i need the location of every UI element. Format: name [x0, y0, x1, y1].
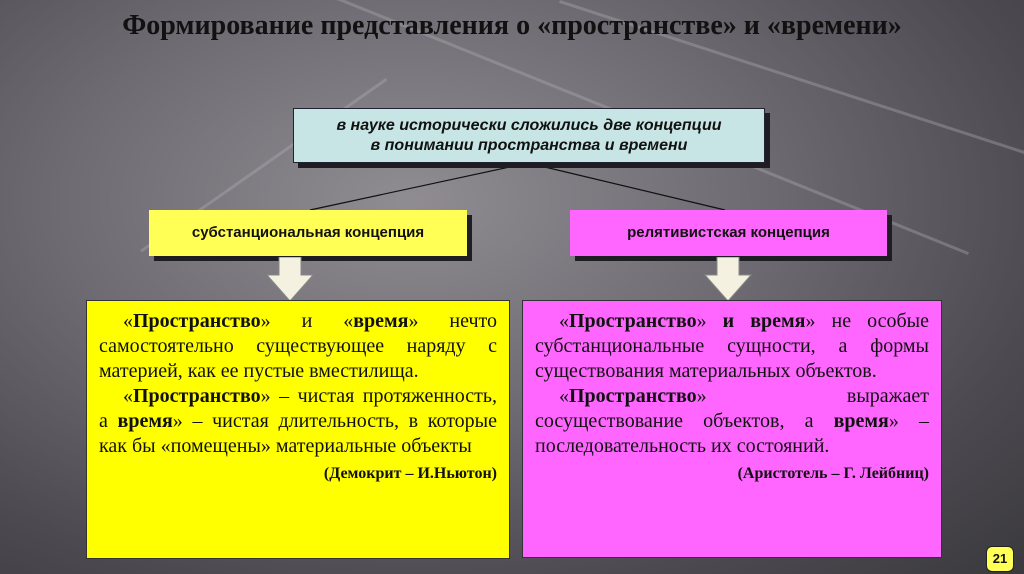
- paragraph: «Пространство» и «время» нечто самостоятельно существующее наряду с материей, как ее пустые вместилища.: [99, 310, 497, 382]
- authors-caption: (Демокрит – И.Ньютон): [323, 465, 497, 482]
- paragraph: «Пространство» – чистая протяженность, а время» – чистая длительность, в которые как бы «помещены» материальные объекты: [99, 385, 497, 457]
- intro-line: в понимании пространства и времени: [370, 137, 688, 154]
- intro-line: в науке исторически сложились две концепции: [336, 117, 722, 134]
- relativist-concept-label: релятивистская концепция: [570, 210, 887, 256]
- page-title: Формирование представления о «пространстве» и «времени»: [122, 10, 902, 41]
- substantial-concept-label: субстанциональная концепция: [149, 210, 467, 256]
- substantial-description-box: [86, 300, 510, 559]
- intro-box: [293, 108, 765, 163]
- paragraph: «Пространство» выражает сосуществование объектов, а время» – последовательность их состояний.: [535, 385, 929, 457]
- page-number-badge: 21: [986, 546, 1014, 572]
- paragraph: «Пространство» и время» не особые субстанциональные сущности, а формы существования материальных объектов.: [535, 310, 929, 382]
- down-arrow-icon: [265, 257, 315, 303]
- down-arrow-icon: [703, 257, 753, 303]
- relativist-description-box: [522, 300, 942, 558]
- authors-caption: (Аристотель – Г. Лейбниц): [737, 465, 929, 482]
